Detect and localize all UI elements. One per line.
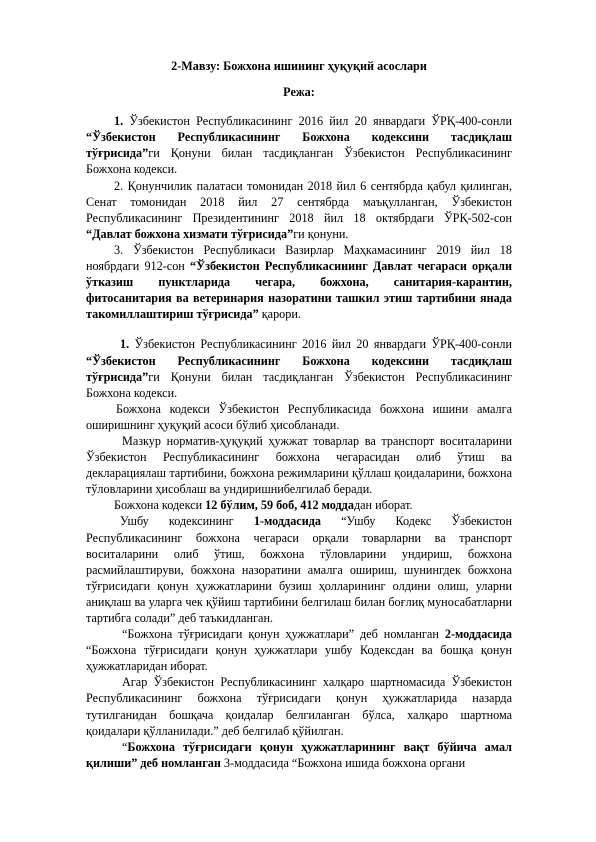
plan-item-1: 1. Ўзбекистон Республикасининг 2016 йил 20 январдаги ЎРҚ-400-сонли “Ўзбекистон Республикасининг Божхона кодексини тасдиқлаш тўғрисида”ги Қонуни билан тасдиқланган Ўзбекистон Республикасининг Божхона кодекси. (86, 114, 512, 177)
body-paragraph-1-number: 1. (120, 337, 130, 352)
body-paragraph-8: “Божхона тўғрисидаги қонун ҳужжатларининг вақт бўйича амал қилиши” деб номланган 3-моддасида “Божхона ишида божхона органи (86, 739, 512, 770)
plan-heading: Режа: (283, 85, 315, 100)
document-page (86, 58, 512, 771)
plan-item-2: 2. Қонунчилик палатаси томонидан 2018 йил 6 сентябрда қабул қилинган, Сенат томонидан 2018 йил 27 сентябрда маъқулланган, Ўзбекистон Республикасининг Президентининг 2018 йил 18 октябрдаги ЎРҚ-502-сон “Давлат божхона хизмати тўғрисида”ги қонуни. (86, 178, 512, 241)
plan-item-3: 3. Ўзбекистон Республикаси Вазирлар Маҳкамасининг 2019 йил 18 ноябрдаги 912-сон “Ўзбекистон Республикасининг Давлат чегараси орқали ўтказиш пунктларида чегара, божхона, санитария-карантин, фитосанитария ва ветеринария назоратини ташкил этиш тартибини янада такомиллаштириш тўғрисида” қарори. (86, 242, 512, 322)
body-paragraph-7: Агар Ўзбекистон Республикасининг халқаро шартномасида Ўзбекистон Республикасининг божхона тўғрисидаги қонун ҳужжатларида назарда тутилганидан бошқача қоидалар белгиланган бўлса, халқаро шартнома қоидалари қўлланилади.” деб белгилаб қўйилган. (86, 675, 512, 738)
body-paragraph-1: 1. Ўзбекистон Республикасининг 2016 йил 20 январдаги ЎРҚ-400-сонли “Ўзбекистон Республикасининг Божхона кодексини тасдиқлаш тўғрисида”ги Қонуни билан тасдиқланган Ўзбекистон Республикасининг Божхона кодекси. (86, 337, 512, 400)
body-paragraph-6: “Божхона тўғрисидаги қонун ҳужжатлари” деб номланган 2-моддасида “Божхона тўғрисидаги қонун ҳужжатлари ушбу Кодексдан ва бошқа қонун ҳужжатларидан иборат. (86, 627, 512, 674)
body-paragraph-3: Мазкур норматив-ҳуқуқий ҳужжат товарлар ва транспорт воситаларини Ўзбекистон Республикасининг божхона чегарасидан олиб ўтиш ва декларациялаш тартибини, божхона режимларини қўллаш қоидаларини, божхона тўловларини ҳисоблаш ва ундиришнибелгилаб беради. (86, 433, 512, 497)
document-title: 2-Мавзу: Божхона ишининг ҳуқуқий асослари (171, 59, 427, 73)
section-gap (86, 322, 512, 336)
body-paragraph-4: Божхона кодекси 12 бўлим, 59 боб, 412 моддадан иборат. (114, 498, 413, 513)
body-paragraph-5: Ушбу кодексининг 1-моддасида “Ушбу Кодекс Ўзбекистон Республикасининг божхона чегараси орқали товарларни ва транспорт воситаларини олиб ўтиш, божхона тўловларини ундириш, божхона расмийлаштируви, божхона назоратини амалга ошириш, шунингдек божхона тўғрисидаги қонун ҳужжатларини бузиш ҳолларининг олдини олиш, уларни аниқлаш ва уларга чек қўйиш тартибини белгилаш билан боғлиқ муносабатларни тартибга солади” деб таъкидланган. (86, 514, 513, 625)
plan-item-1-number: 1. (114, 114, 124, 129)
body-paragraph-2: Божхона кодекси Ўзбекистон Республикасида божхона ишини амалга оширишнинг ҳуқуқий асоси бўлиб ҳисобланади. (86, 401, 512, 432)
